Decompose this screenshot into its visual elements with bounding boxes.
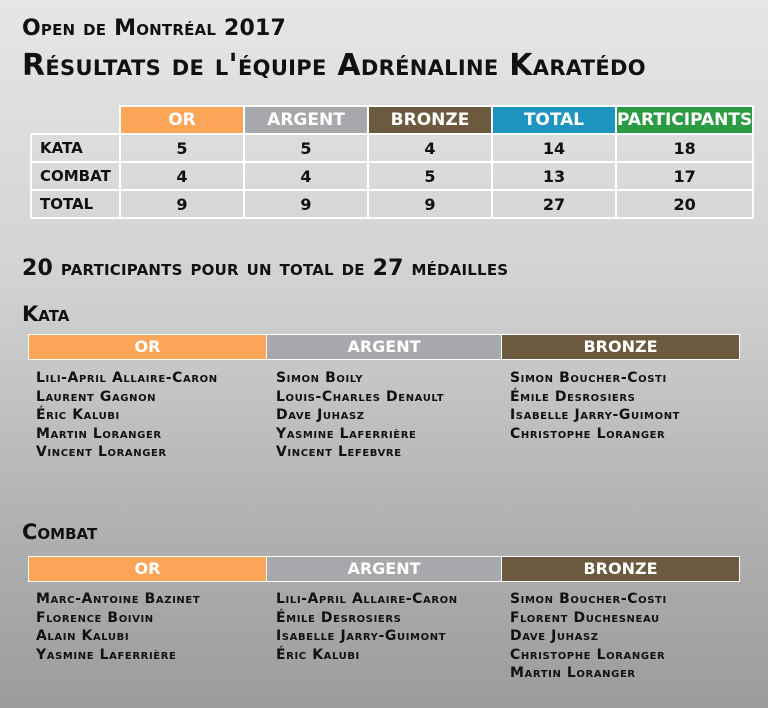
summary-row-label: TOTAL — [31, 190, 120, 218]
kata-header-argent: ARGENT — [267, 335, 502, 359]
list-item: Éric Kalubi — [276, 646, 360, 663]
list-item: Isabelle Jarry-Guimont — [276, 628, 447, 644]
list-item: Dave Juhasz — [510, 628, 599, 644]
kata-bronze-list — [510, 369, 680, 443]
summary-cell: 18 — [616, 134, 753, 162]
combat-header-bronze: BRONZE — [502, 557, 739, 581]
summary-table — [30, 105, 754, 219]
list-item: Simon Boucher-Costi — [510, 370, 667, 386]
list-item: Isabelle Jarry-Guimont — [510, 407, 681, 423]
summary-cell: 9 — [368, 190, 492, 218]
kata-section-title: Kata — [22, 302, 70, 326]
page-title: Résultats de l'équipe Adrénaline Karatédo — [22, 48, 646, 83]
headline: 20 participants pour un total de 27 médailles — [22, 256, 509, 281]
list-item: Lili-April Allaire-Caron — [36, 370, 218, 386]
list-item: Émile Desrosiers — [510, 388, 636, 405]
event-title: Open de Montréal 2017 — [22, 16, 286, 41]
combat-header-or: OR — [29, 557, 267, 581]
list-item: Martin Loranger — [36, 425, 162, 442]
combat-medal-header — [28, 556, 740, 582]
summary-cell: 4 — [120, 162, 244, 190]
list-item: Yasmine Laferrière — [276, 425, 417, 442]
summary-cell: 17 — [616, 162, 753, 190]
list-item: Simon Boucher-Costi — [510, 591, 667, 607]
kata-header-bronze: BRONZE — [502, 335, 739, 359]
combat-argent-list — [276, 590, 458, 664]
kata-header-or: OR — [29, 335, 267, 359]
summary-cell: 27 — [492, 190, 616, 218]
list-item: Florence Boivin — [36, 609, 154, 626]
list-item: Dave Juhasz — [276, 407, 365, 423]
list-item: Éric Kalubi — [36, 407, 120, 423]
summary-row-combat — [31, 162, 753, 190]
list-item: Florent Duchesneau — [510, 609, 660, 626]
list-item: Vincent Lefebvre — [276, 444, 402, 460]
summary-cell: 9 — [244, 190, 368, 218]
list-item: Lili-April Allaire-Caron — [276, 591, 458, 607]
list-item: Vincent Loranger — [36, 444, 167, 460]
summary-cell: 20 — [616, 190, 753, 218]
summary-header-row — [31, 106, 753, 134]
list-item: Martin Loranger — [510, 665, 636, 681]
summary-col-argent: ARGENT — [244, 106, 368, 134]
summary-col-or: OR — [120, 106, 244, 134]
summary-row-total — [31, 190, 753, 218]
summary-col-participants: PARTICIPANTS — [616, 106, 753, 134]
list-item: Émile Desrosiers — [276, 609, 402, 626]
summary-cell: 4 — [368, 134, 492, 162]
summary-cell: 14 — [492, 134, 616, 162]
list-item: Louis-Charles Denault — [276, 388, 445, 405]
summary-cell: 5 — [120, 134, 244, 162]
combat-header-argent: ARGENT — [267, 557, 502, 581]
summary-corner — [31, 106, 120, 134]
summary-row-kata — [31, 134, 753, 162]
summary-col-bronze: BRONZE — [368, 106, 492, 134]
list-item: Alain Kalubi — [36, 628, 130, 644]
summary-cell: 9 — [120, 190, 244, 218]
list-item: Christophe Loranger — [510, 646, 666, 663]
combat-section-title: Combat — [22, 520, 98, 544]
summary-col-total: TOTAL — [492, 106, 616, 134]
summary-cell: 13 — [492, 162, 616, 190]
summary-row-label: COMBAT — [31, 162, 120, 190]
summary-cell: 4 — [244, 162, 368, 190]
list-item: Simon Boily — [276, 370, 364, 386]
kata-or-list — [36, 369, 218, 462]
kata-argent-list — [276, 369, 444, 462]
list-item: Yasmine Laferrière — [36, 646, 177, 663]
list-item: Christophe Loranger — [510, 425, 666, 442]
list-item: Laurent Gagnon — [36, 388, 157, 405]
combat-or-list — [36, 590, 200, 664]
summary-cell: 5 — [368, 162, 492, 190]
kata-medal-header — [28, 334, 740, 360]
summary-row-label: KATA — [31, 134, 120, 162]
list-item: Marc-Antoine Bazinet — [36, 591, 201, 607]
combat-bronze-list — [510, 590, 667, 683]
summary-cell: 5 — [244, 134, 368, 162]
